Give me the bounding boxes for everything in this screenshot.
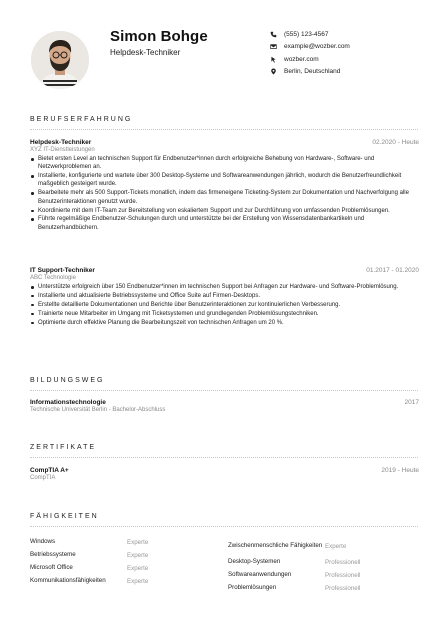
skill-name: Windows: [30, 538, 56, 546]
link-icon: [269, 55, 278, 64]
education-entry: [30, 399, 419, 413]
skill-name: Softwareanwendungen: [228, 571, 292, 579]
contact-website-text[interactable]: wozber.com: [284, 55, 319, 63]
phone-icon: [269, 30, 278, 39]
skill-level: Experte: [127, 539, 149, 546]
skill-row: [30, 549, 220, 562]
skill-row: [30, 536, 220, 549]
email-icon: [269, 42, 278, 51]
contact-website[interactable]: [269, 53, 429, 66]
experience-title: IT Support-Techniker: [30, 267, 95, 274]
skill-name: Problemlösungen: [228, 584, 277, 592]
bullet-item: Optimierte durch effektive Planung die Bearbeitungszeit von technischen Anfragen um 20 %.: [30, 319, 419, 327]
experience-entry: [30, 139, 419, 233]
education-date: 2017: [404, 399, 419, 406]
experience-date: 02.2020 - Heute: [372, 139, 419, 146]
certificate-entry: [30, 467, 419, 481]
contact-list: [269, 28, 429, 78]
skill-name: Desktop-Systemen: [228, 558, 281, 566]
bullet-item: Koordinierte mit dem IT-Team zur Bereitstellung von eskaliertem Support und zur Durchführung von umfassenden Problemlösungen.: [30, 207, 419, 215]
skill-level: Experte: [127, 578, 149, 585]
experience-entry: [30, 267, 419, 327]
profile-photo: [31, 31, 89, 89]
contact-location-text: Berlin, Deutschland: [284, 68, 341, 76]
skill-row: [228, 556, 419, 569]
experience-bullets: [30, 283, 419, 327]
section-divider: [30, 390, 418, 391]
skill-row: [228, 569, 419, 582]
skill-row: [30, 575, 220, 588]
experience-title: Helpdesk-Techniker: [30, 139, 92, 146]
contact-location: [269, 66, 429, 79]
skill-row: [30, 562, 220, 575]
skill-name: Microsoft Office: [30, 564, 73, 572]
certificate-issuer: CompTIA: [30, 475, 56, 481]
skill-level: Experte: [127, 565, 149, 572]
skills-column-right: [228, 536, 419, 595]
experience-company: ABC Technologie: [30, 275, 76, 281]
section-title-education: BILDUNGSWEG: [30, 377, 105, 384]
bullet-item: Trainierte neue Mitarbeiter im Umgang mit Ticketsystemen und grundlegenden Problemlösungstechniken.: [30, 310, 419, 318]
skill-level: Experte: [325, 542, 347, 550]
bullet-item: Erstellte detaillierte Dokumentationen und Berichte über Benutzerinteraktionen zur kontinuierlichen Verbesserung.: [30, 301, 419, 309]
skill-name: Betriebssysteme: [30, 551, 76, 559]
skill-level: Experte: [127, 552, 149, 559]
certificate-title: CompTIA A+: [30, 467, 69, 474]
contact-email[interactable]: [269, 41, 429, 54]
person-name: Simon Bohge: [110, 28, 208, 45]
skill-row: [228, 536, 419, 556]
skill-name: Kommunikationsfähigkeiten: [30, 577, 106, 585]
person-photo-icon: [31, 31, 89, 89]
education-title: Informationstechnologie: [30, 399, 106, 406]
experience-date: 01.2017 - 01.2020: [366, 267, 419, 274]
section-divider: [30, 129, 418, 130]
location-icon: [269, 67, 278, 76]
bullet-item: Installierte und aktualisierte Betriebssysteme und Office Suite auf Firmen-Desktops.: [30, 292, 419, 300]
skills-column-left: [30, 536, 220, 588]
skill-level: Professionell: [325, 585, 361, 592]
contact-phone-text: (555) 123-4567: [284, 30, 329, 38]
experience-bullets: [30, 155, 419, 232]
skill-name: Zwischenmenschliche Fähigkeiten: [228, 541, 323, 549]
section-divider: [30, 526, 418, 527]
section-divider: [30, 457, 418, 458]
job-title: Helpdesk-Techniker: [110, 48, 181, 57]
skill-level: Professionell: [325, 572, 361, 579]
certificate-date: 2019 - Heute: [381, 467, 419, 474]
contact-phone: [269, 28, 429, 41]
section-title-certificates: ZERTIFIKATE: [30, 444, 97, 451]
bullet-item: Bearbeitete mehr als 500 Support-Tickets monatlich, indem das firmeneigene Ticketing-System zur Dokumentation und Nachverfolgung alle Benutzerinteraktionen genutzt wurde.: [30, 189, 419, 206]
section-title-experience: BERUFSERFAHRUNG: [30, 116, 133, 123]
skill-level: Professionell: [325, 559, 361, 566]
bullet-item: Unterstützte erfolgreich über 150 Endbenutzer*innen im technischen Support bei Anfragen zur Hardware- und Software-Problemlösung.: [30, 283, 419, 291]
section-title-skills: FÄHIGKEITEN: [30, 513, 99, 520]
experience-company: XYZ IT-Dienstleistungen: [30, 147, 95, 153]
education-school: Technische Universität Berlin - Bachelor-Abschluss: [30, 407, 166, 413]
bullet-item: Installierte, konfigurierte und wartete über 300 Desktop-Systeme und Softwareanwendungen jährlich, wodurch die Benutzerfreundlichkeit maßgeblich gesteigert wurde.: [30, 172, 419, 189]
contact-email-text[interactable]: example@wozber.com: [284, 43, 350, 51]
bullet-item: Bietet ersten Level an technischen Support für Endbenutzer*innen durch erfolgreiche Behebung von Hardware-, Software- und Netzwerkproblemen an.: [30, 155, 419, 172]
skill-row: [228, 582, 419, 595]
bullet-item: Führte regelmäßige Endbenutzer-Schulungen durch und unterstützte bei der Erstellung von Wissensdatenbankartikeln und Benutzerhandbüchern.: [30, 215, 419, 232]
